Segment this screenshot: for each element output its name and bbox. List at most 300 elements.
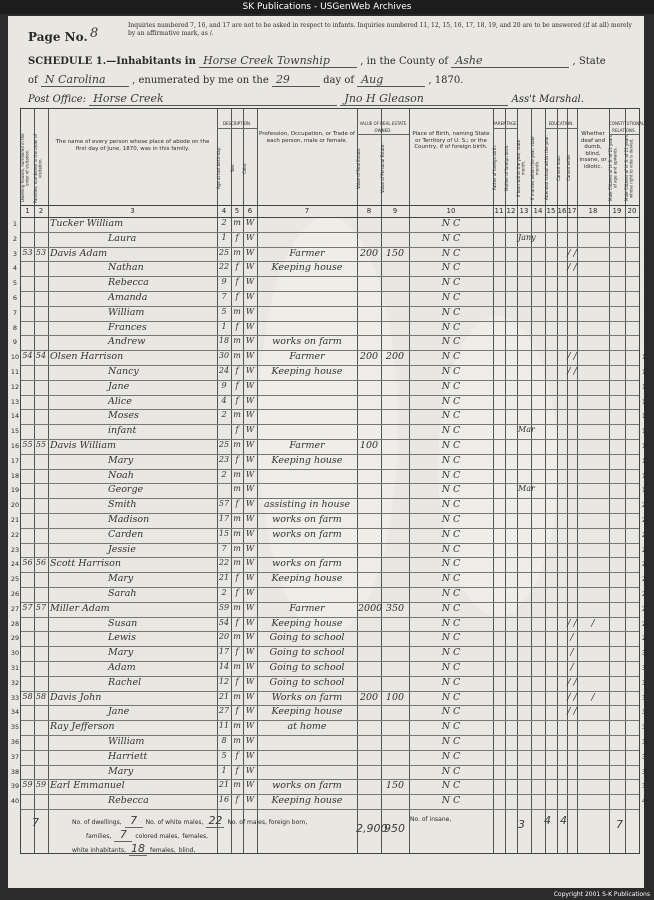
column-header-5: Sex. — [230, 163, 235, 173]
row-number-left: 7 — [12, 308, 18, 317]
page-number-label: Page No. — [28, 30, 88, 44]
occupation-value: works on farm — [272, 514, 342, 525]
real-estate-value: 200 — [359, 247, 379, 259]
color-value: W — [245, 425, 255, 435]
age-value: 12 — [218, 676, 230, 686]
sex-value: f — [235, 706, 239, 716]
education-marks: / — [570, 632, 574, 644]
family-number: 56 — [35, 558, 47, 568]
education-marks: / / — [567, 351, 577, 363]
day-value: 29 — [272, 73, 320, 87]
family-number: 54 — [35, 351, 47, 361]
row-number-left: 29 — [10, 634, 20, 643]
sex-value: f — [235, 588, 239, 597]
occupation-value: Keeping house — [271, 454, 343, 466]
occupation-value: Going to school — [269, 676, 345, 688]
birthplace-value: N C — [441, 632, 461, 644]
page-number-value: 8 — [90, 26, 99, 41]
row-number-left: 26 — [10, 590, 20, 598]
birthplace-value: N C — [441, 573, 461, 585]
footer-mark-17 — [560, 814, 570, 827]
birthplace-value: N C — [441, 721, 461, 733]
person-name: Earl Emmanuel — [50, 780, 125, 792]
age-value: 4 — [221, 395, 227, 405]
color-value: W — [245, 528, 255, 538]
row-number-left: 22 — [10, 530, 20, 539]
color-value: W — [245, 366, 255, 375]
sex-value: f — [235, 425, 239, 435]
row-number-right: 36 — [641, 738, 651, 746]
age-value: 21 — [218, 780, 230, 790]
sex-value: f — [235, 232, 239, 242]
dwelling-number: 59 — [22, 780, 33, 790]
row-number-left: 30 — [10, 649, 20, 658]
sex-value: m — [233, 528, 241, 538]
education-marks: / — [570, 662, 574, 673]
age-value: 23 — [218, 454, 230, 464]
state-value: N Carolina — [41, 73, 129, 87]
color-value: W — [245, 795, 255, 805]
occupation-value: Farmer — [289, 602, 325, 614]
row-number-left: 27 — [10, 604, 20, 613]
row-number-right: 12 — [641, 382, 651, 391]
real-estate-value: 100 — [359, 440, 379, 451]
column-header-7: Profession, Occupation, or Trade of each person, male or female. — [259, 131, 355, 144]
row-number-right: 13 — [641, 397, 651, 406]
row-number-right: 23 — [641, 545, 651, 554]
census-page — [8, 16, 651, 888]
color-value: W — [245, 750, 255, 760]
color-value: W — [245, 321, 255, 331]
color-value: W — [245, 499, 255, 509]
personal-estate-value: 150 — [385, 780, 405, 792]
real-estate-value: 200 — [359, 351, 379, 363]
birthplace-value: N C — [441, 440, 461, 451]
age-value: 59 — [218, 602, 230, 612]
row-number-right: 1 — [643, 220, 649, 228]
person-name: Jessie — [108, 543, 136, 555]
column-number: 3 — [130, 207, 135, 215]
person-name: Amanda — [108, 292, 148, 303]
window-title: SK Publications - USGenWeb Archives — [242, 2, 412, 12]
column-number: 7 — [304, 207, 310, 215]
age-value: 9 — [221, 380, 227, 390]
column-number: 6 — [247, 207, 253, 215]
year-label: , 1870. — [428, 75, 464, 86]
footer-left-mark: 7 — [32, 816, 39, 829]
age-value: 2 — [221, 410, 227, 420]
sex-value: m — [233, 218, 241, 227]
family-number: 59 — [35, 780, 47, 790]
color-value: W — [245, 262, 255, 272]
education-marks: / / — [567, 617, 577, 629]
birthplace-value: N C — [441, 662, 461, 673]
birthplace-value: N C — [441, 232, 461, 244]
birthplace-value: N C — [441, 366, 461, 377]
row-number-left: 19 — [10, 486, 20, 495]
column-header-11: Father of foreign birth. — [492, 145, 497, 191]
age-value: 27 — [218, 706, 230, 716]
row-number-right: 24 — [641, 560, 651, 569]
row-number-right: 20 — [641, 501, 651, 510]
age-value: 54 — [218, 617, 230, 627]
column-header-13: If born within the year, state month. — [516, 139, 526, 197]
occupation-value: Keeping house — [271, 262, 343, 274]
row-number-right: 9 — [643, 338, 649, 347]
birthplace-value: N C — [441, 262, 461, 274]
row-number-left: 9 — [12, 338, 18, 347]
row-number-right: 33 — [641, 693, 651, 702]
sex-value: m — [233, 721, 241, 731]
dwelling-number: 58 — [22, 691, 33, 701]
birthplace-value: N C — [441, 691, 461, 703]
color-value: W — [245, 736, 255, 745]
color-value: W — [245, 218, 255, 227]
age-value: 2 — [221, 218, 227, 227]
footer-mark-14 — [518, 818, 528, 831]
color-value: W — [245, 662, 255, 671]
birthplace-value: N C — [441, 736, 461, 747]
person-name: William — [108, 306, 145, 318]
column-number: 16 — [557, 207, 567, 215]
sex-value: m — [233, 469, 241, 479]
person-name: Laura — [108, 232, 137, 244]
row-number-right: 8 — [643, 323, 649, 332]
color-value: W — [245, 292, 255, 301]
age-value: 21 — [218, 691, 230, 701]
footer-mark-17: 4 — [560, 814, 567, 827]
age-value: 17 — [218, 647, 230, 657]
person-name: Frances — [108, 321, 147, 333]
birthplace-value: N C — [441, 780, 461, 792]
real-estate-value: 2000 — [358, 602, 383, 614]
person-name: Mary — [108, 647, 134, 659]
row-number-left: 32 — [10, 678, 20, 687]
enumerated-label: , enumerated by me on the — [132, 75, 269, 86]
birthplace-value: N C — [441, 306, 461, 318]
row-number-right: 28 — [641, 619, 651, 628]
row-number-right: 35 — [641, 723, 651, 732]
row-number-right: 10 — [641, 353, 651, 362]
footer-mark-16: 4 — [544, 814, 551, 827]
row-number-right: 6 — [643, 294, 649, 302]
person-name: Davis John — [50, 691, 102, 703]
family-number: 53 — [35, 247, 47, 257]
row-number-left: 17 — [10, 456, 20, 465]
window-title-bar — [0, 0, 654, 14]
person-name: Mary — [108, 454, 134, 466]
color-value: W — [245, 543, 255, 553]
color-value: W — [245, 277, 255, 287]
person-name: Harriett — [108, 750, 148, 762]
birthplace-value: N C — [441, 484, 461, 496]
birthplace-value: N C — [441, 514, 461, 525]
age-value: 1 — [221, 321, 227, 331]
family-number: 55 — [35, 440, 47, 449]
color-value: W — [245, 440, 255, 449]
dwelling-number: 54 — [22, 351, 33, 361]
age-value: 1 — [221, 765, 227, 775]
condition-marks: / — [591, 617, 595, 629]
occupation-value: Keeping house — [271, 573, 343, 585]
footer-left-mark — [32, 816, 42, 829]
person-name: Olsen Harrison — [50, 351, 124, 363]
birthplace-value: N C — [441, 543, 461, 555]
row-number-left: 20 — [10, 501, 20, 510]
row-number-right: 25 — [641, 575, 651, 584]
sex-value: m — [233, 780, 241, 790]
footer-mark-16 — [544, 814, 554, 827]
age-value: 24 — [218, 366, 230, 375]
color-value: W — [245, 676, 255, 686]
post-office-value: Horse Creek — [89, 92, 337, 106]
footer-line-1 — [72, 814, 310, 828]
row-number-right: 11 — [641, 368, 651, 376]
sex-value: m — [233, 558, 241, 568]
row-number-right: 27 — [641, 604, 651, 613]
occupation-value: works on farm — [272, 528, 342, 540]
column-header-16: Cannot read. — [556, 155, 561, 181]
inquiry-notes: Inquiries numbered 7, 16, and 17 are not to be asked in respect to infants. Inquiries numbered 11, 12, 15, 16, 17, 18, 19, and 20 are to be answered (if at all) merely by an affirmative mark, as /. — [128, 22, 632, 37]
row-number-left: 12 — [10, 382, 20, 391]
row-number-left: 25 — [10, 575, 20, 584]
footer-personal-estate-total — [384, 822, 408, 835]
column-header-18: Whether deaf and dumb, blind, insane, or idiotic. — [579, 131, 607, 170]
person-name: Madison — [108, 514, 150, 525]
birthplace-value: N C — [441, 676, 461, 688]
age-value: 7 — [221, 543, 227, 553]
schedule-line — [28, 54, 606, 68]
row-number-left: 2 — [12, 234, 18, 243]
color-value: W — [245, 602, 255, 612]
personal-estate-value: 350 — [385, 602, 405, 614]
color-value: W — [245, 469, 255, 479]
row-number-left: 16 — [10, 442, 20, 450]
color-value: W — [245, 721, 255, 731]
footer-white-males-label: No. of white males, — [145, 819, 204, 826]
column-header-15: Attended school within the year. — [544, 135, 549, 201]
person-name: Rebecca — [108, 277, 149, 289]
row-number-left: 31 — [10, 664, 20, 672]
age-value: 5 — [221, 750, 227, 760]
person-name: Noah — [108, 469, 134, 481]
person-name: Smith — [108, 499, 137, 511]
header-rule — [21, 205, 639, 206]
post-office-line — [28, 92, 584, 106]
age-value: 22 — [218, 558, 230, 568]
footer-white: 18 — [130, 842, 145, 855]
occupation-value: Keeping house — [271, 366, 343, 377]
birth-month-value: Mar — [518, 425, 535, 435]
column-header-20: Male Citizens of U. S. of 21 years whose right to vote is denied. — [624, 135, 634, 201]
sex-value: f — [235, 795, 239, 805]
row-number-left: 37 — [10, 752, 20, 761]
birthplace-value: N C — [441, 469, 461, 481]
row-number-right: 2 — [643, 234, 649, 243]
education-marks: / / — [567, 366, 577, 377]
person-name: Lewis — [108, 632, 136, 644]
color-value: W — [245, 410, 255, 420]
color-value: W — [245, 484, 255, 494]
row-number-right: 14 — [641, 412, 651, 421]
person-name: Jane — [108, 706, 130, 718]
person-name: Ray Jefferson — [50, 721, 115, 733]
row-number-right: 16 — [641, 442, 651, 450]
occupation-value: Going to school — [269, 632, 345, 644]
education-marks: / — [570, 647, 574, 659]
person-name: Tucker William — [50, 218, 124, 229]
real-estate-value: 200 — [359, 691, 379, 703]
column-number: 17 — [567, 207, 577, 215]
column-number: 18 — [588, 207, 598, 215]
birthplace-value: N C — [441, 706, 461, 718]
person-name: George — [108, 484, 144, 496]
age-value: 30 — [218, 351, 230, 361]
sex-value: m — [233, 306, 241, 316]
row-number-right: 7 — [643, 308, 649, 317]
age-value: 17 — [218, 514, 230, 523]
color-value: W — [245, 351, 255, 361]
footer-white-males: 22 — [208, 814, 223, 827]
occupation-value: Farmer — [289, 440, 325, 451]
age-value: 14 — [218, 662, 230, 671]
dwelling-number: 56 — [22, 558, 33, 568]
sex-value: m — [233, 662, 241, 671]
family-number: 57 — [35, 602, 47, 612]
footer-foreign-born-label: No. of males, foreign born, — [227, 819, 308, 826]
row-number-left: 14 — [10, 412, 20, 421]
township-value: Horse Creek Township — [199, 54, 357, 68]
color-value: W — [245, 588, 255, 597]
sex-value: m — [233, 632, 241, 642]
row-number-right: 3 — [643, 249, 649, 258]
birthplace-value: N C — [441, 588, 461, 599]
sex-value: m — [233, 514, 241, 523]
age-value: 7 — [221, 292, 227, 301]
column-number: 10 — [446, 207, 456, 215]
sex-value: m — [233, 602, 241, 612]
sex-value: f — [235, 647, 239, 657]
dwelling-number: 57 — [22, 602, 33, 612]
column-number: 1 — [25, 207, 30, 215]
person-name: Rachel — [108, 676, 142, 688]
sex-value: f — [235, 499, 239, 509]
sex-value: m — [233, 736, 241, 745]
row-number-left: 18 — [10, 471, 20, 480]
birthplace-value: N C — [441, 247, 461, 259]
column-header-19: Male Citizens of U. S. of 21 years of age and upwards. — [608, 135, 618, 201]
column-header-17: Cannot write. — [566, 154, 571, 182]
sex-value: f — [235, 366, 239, 375]
footer-dwellings-label: No. of dwellings, — [72, 819, 122, 826]
sex-value: f — [235, 750, 239, 760]
copyright-notice: Copyright 2001 S-K Publications — [553, 891, 650, 898]
education-marks: / / — [567, 247, 577, 259]
color-value: W — [245, 336, 255, 346]
age-value: 5 — [221, 306, 227, 316]
sex-value: f — [235, 617, 239, 627]
sex-value: m — [233, 336, 241, 346]
birthplace-value: N C — [441, 351, 461, 363]
education-group-header: EDUCATION. — [545, 121, 577, 129]
sex-value: m — [233, 484, 241, 494]
age-value: 18 — [218, 336, 230, 346]
birthplace-value: N C — [441, 528, 461, 540]
row-number-right: 18 — [641, 471, 651, 480]
color-value: W — [245, 617, 255, 627]
birthplace-value: N C — [441, 647, 461, 659]
education-marks: / / — [567, 676, 577, 688]
value-group-header: VALUE OF REAL ESTATE OWNED. — [357, 121, 409, 135]
county-value: Ashe — [451, 54, 569, 68]
age-value: 20 — [218, 632, 230, 642]
sex-value: m — [233, 410, 241, 420]
column-number: 4 — [221, 207, 227, 215]
column-number: 12 — [506, 207, 516, 215]
schedule-label: SCHEDULE 1.—Inhabitants in — [28, 56, 196, 67]
row-number-right: 30 — [641, 649, 651, 658]
parentage-group-header: PARENTAGE. — [493, 121, 517, 129]
row-number-right: 4 — [643, 264, 649, 273]
footer-families-label: families, — [86, 833, 112, 840]
person-name: infant — [108, 425, 137, 437]
row-number-left: 13 — [10, 397, 20, 406]
color-value: W — [245, 232, 255, 242]
footer-line-2 — [86, 828, 211, 842]
row-number-left: 3 — [12, 249, 18, 258]
birthplace-value: N C — [441, 395, 461, 407]
occupation-value: works on farm — [272, 336, 342, 348]
sex-value: f — [235, 676, 239, 686]
row-number-right: 26 — [641, 590, 651, 598]
row-number-right: 31 — [641, 664, 651, 672]
sex-value: f — [235, 765, 239, 775]
age-value: 1 — [221, 232, 227, 242]
row-number-left: 8 — [12, 323, 18, 332]
column-header-8: Value of Real Estate. — [356, 147, 361, 189]
footer-total-pe: 950 — [384, 822, 405, 835]
column-header-6: Color. — [242, 162, 247, 174]
person-name: Mary — [108, 573, 134, 585]
occupation-value: assisting in house — [263, 499, 351, 511]
person-name: Carden — [108, 528, 144, 540]
sex-value: m — [233, 440, 241, 449]
row-number-right: 38 — [641, 767, 651, 776]
row-number-left: 10 — [10, 353, 20, 362]
description-group-header: DESCRIPTION. — [217, 121, 257, 129]
row-number-right: 21 — [641, 516, 651, 524]
column-number: 20 — [627, 207, 637, 215]
row-number-left: 6 — [12, 294, 18, 302]
row-number-left: 36 — [10, 738, 20, 746]
row-number-right: 32 — [641, 678, 651, 687]
age-value: 22 — [218, 262, 230, 272]
column-header-2: Families, numbered in the order of visitation. — [33, 133, 43, 203]
person-name: Andrew — [108, 336, 146, 348]
birthplace-value: N C — [441, 558, 461, 570]
education-marks: / / — [567, 262, 577, 274]
birthplace-value: N C — [441, 425, 461, 437]
color-value: W — [245, 247, 255, 257]
birthplace-value: N C — [441, 321, 461, 333]
row-number-right: 22 — [641, 530, 651, 539]
column-number: 14 — [533, 207, 543, 215]
footer-insane-label: No. of insane, — [410, 816, 452, 823]
sex-value: f — [235, 321, 239, 331]
row-number-right: 37 — [641, 752, 651, 761]
row-number-right: 39 — [641, 782, 651, 791]
occupation-value: Farmer — [289, 351, 325, 363]
